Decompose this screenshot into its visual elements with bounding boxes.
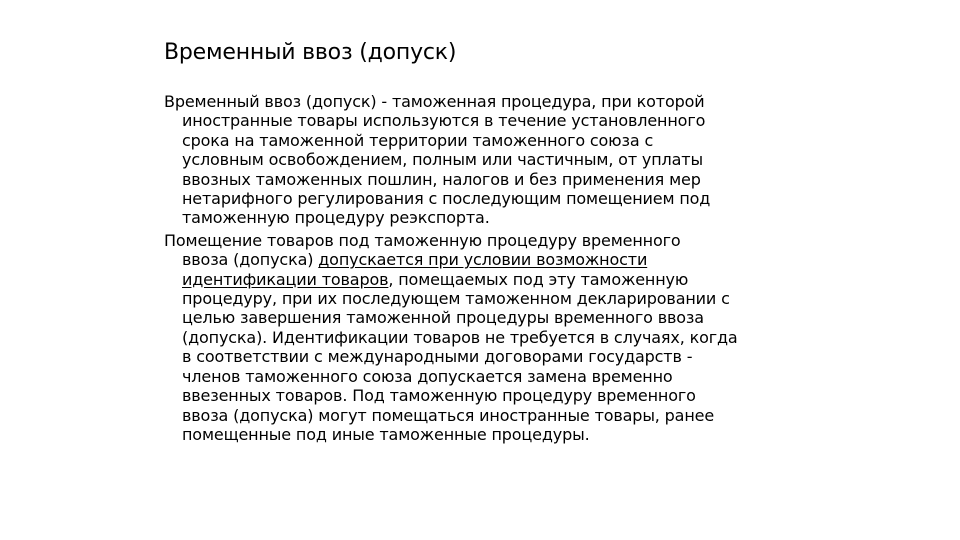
text-line: срока на таможенной территории таможенного союза с [182,130,654,150]
text-line: нетарифного регулирования с последующим помещением под [182,189,711,209]
slide-title: Временный ввоз (допуск) [164,40,457,65]
text-line [164,250,814,269]
text-line: процедуру, при их последующем таможенном декларировании с [182,289,730,309]
text-line: в соответствии с международными договорами государств - [182,347,693,367]
text-line: ввоза (допуска) могут помещаться иностранные товары, ранее [182,405,715,425]
text-line: ввезенных товаров. Под таможенную процедуру временного [182,386,696,406]
text-line: таможенную процедуру реэкспорта. [182,208,490,228]
text-line: целью завершения таможенной процедуры временного ввоза [182,308,704,328]
underlined-phrase: идентификации товаров [182,269,389,289]
text-fragment: ввоза (допуска) [182,250,319,270]
paragraph-definition [164,92,814,228]
text-line [164,270,814,289]
text-fragment: , помещаемых под эту таможенную [388,269,689,289]
text-line: Помещение товаров под таможенную процедуру временного [164,230,681,250]
text-line: (допуска). Идентификации товаров не требуется в случаях, когда [182,327,738,347]
slide-body [164,92,814,444]
text-line: помещенные под иные таможенные процедуры. [182,424,590,444]
text-line: условным освобождением, полным или частичным, от уплаты [182,150,703,170]
text-line: членов таможенного союза допускается замена временно [182,366,673,386]
underlined-phrase: допускается при условии возможности [318,250,648,270]
text-line: Временный ввоз (допуск) - таможенная процедура, при которой [164,92,705,111]
text-line: ввозных таможенных пошлин, налогов и без применения мер [182,169,701,189]
text-line: иностранные товары используются в течение установленного [182,111,706,131]
paragraph-placement-conditions [164,231,814,444]
